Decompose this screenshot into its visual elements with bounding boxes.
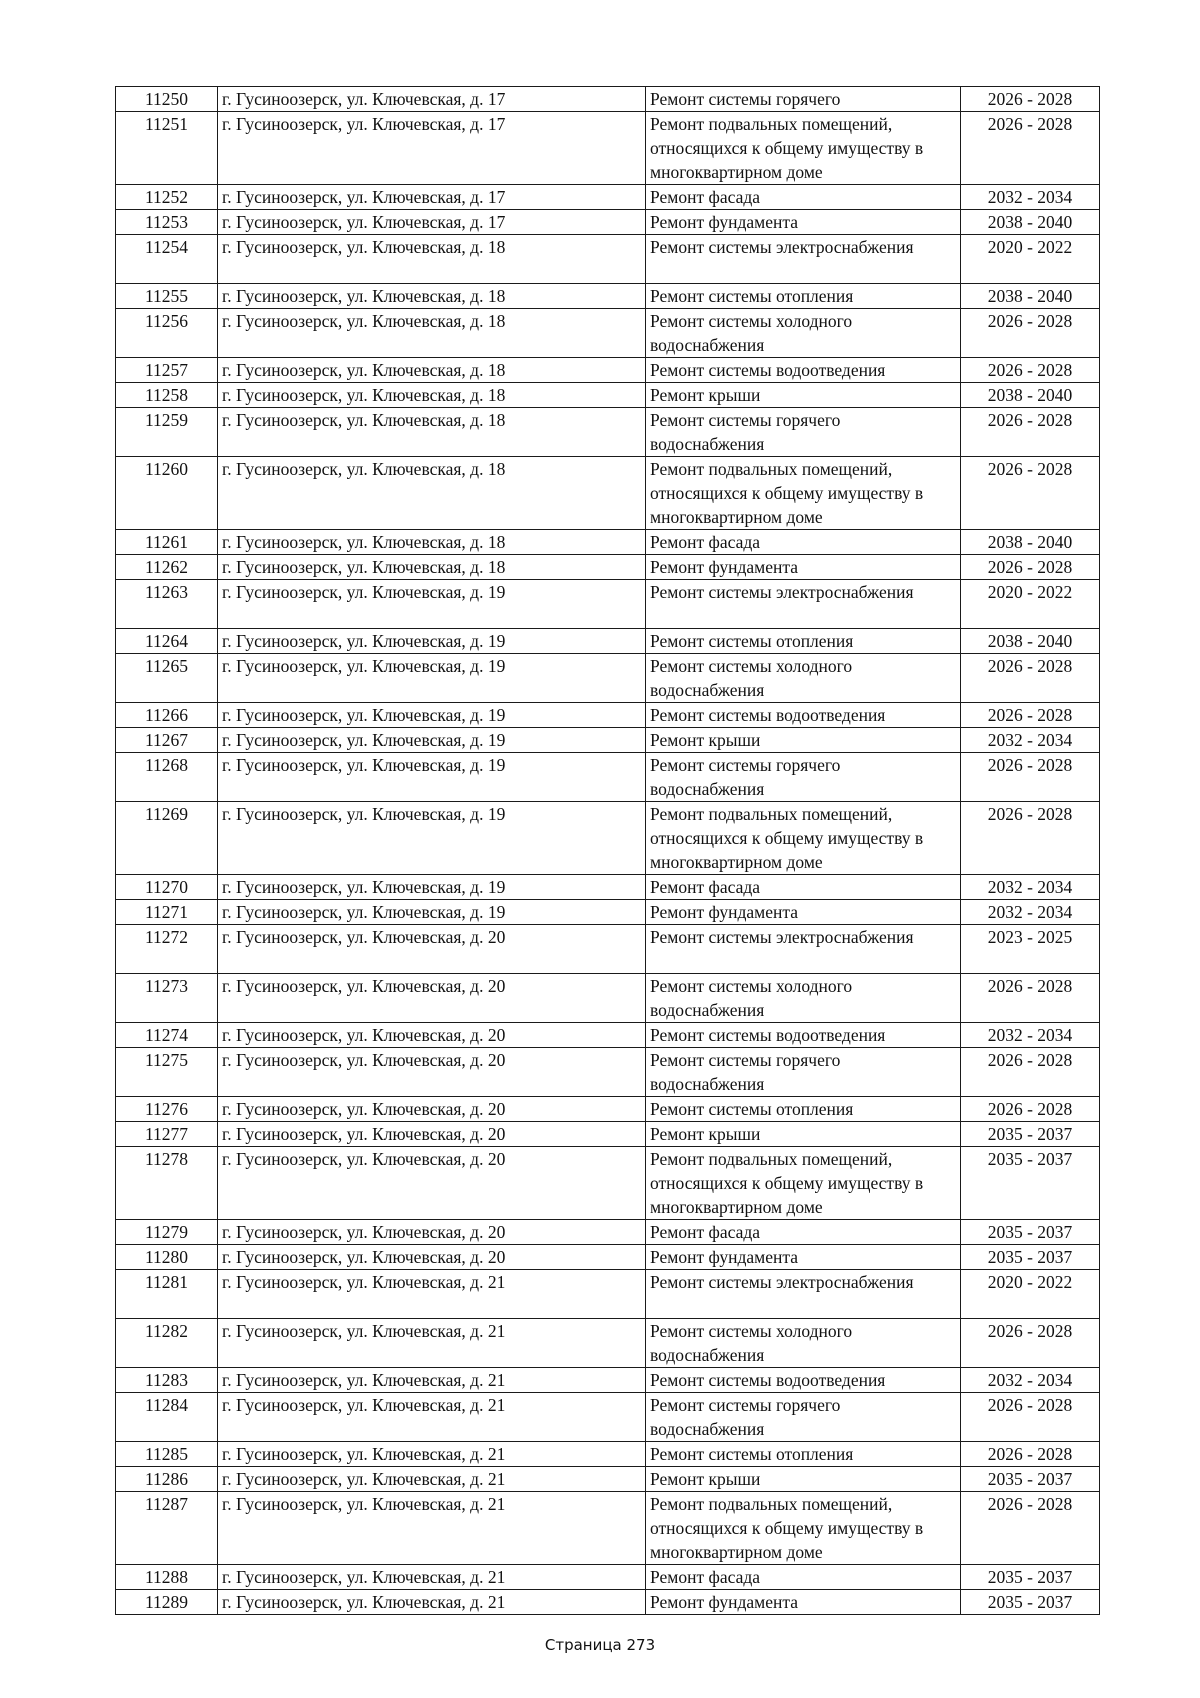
row-work-type: Ремонт системы электроснабжения <box>646 1270 961 1319</box>
row-work-type: Ремонт фасада <box>646 185 961 210</box>
row-number: 11254 <box>116 235 218 284</box>
table-row <box>116 284 1100 309</box>
row-address: г. Гусиноозерск, ул. Ключевская, д. 21 <box>218 1270 646 1319</box>
row-period: 2026 - 2028 <box>961 555 1100 580</box>
row-period: 2038 - 2040 <box>961 210 1100 235</box>
table-row <box>116 1122 1100 1147</box>
table-row <box>116 802 1100 875</box>
row-address: г. Гусиноозерск, ул. Ключевская, д. 21 <box>218 1319 646 1368</box>
row-address: г. Гусиноозерск, ул. Ключевская, д. 20 <box>218 1097 646 1122</box>
row-number: 11259 <box>116 408 218 457</box>
row-work-type: Ремонт системы холодного водоснабжения <box>646 1319 961 1368</box>
row-address: г. Гусиноозерск, ул. Ключевская, д. 19 <box>218 654 646 703</box>
row-number: 11263 <box>116 580 218 629</box>
row-period: 2035 - 2037 <box>961 1565 1100 1590</box>
row-work-type: Ремонт системы водоотведения <box>646 358 961 383</box>
row-work-type: Ремонт системы холодного водоснабжения <box>646 974 961 1023</box>
row-period: 2026 - 2028 <box>961 457 1100 530</box>
row-number: 11258 <box>116 383 218 408</box>
row-number: 11286 <box>116 1467 218 1492</box>
table-row <box>116 112 1100 185</box>
row-work-type: Ремонт подвальных помещений, относящихся к общему имуществу в многоквартирном доме <box>646 1492 961 1565</box>
row-address: г. Гусиноозерск, ул. Ключевская, д. 19 <box>218 580 646 629</box>
row-work-type: Ремонт фасада <box>646 1565 961 1590</box>
table-row <box>116 1492 1100 1565</box>
row-address: г. Гусиноозерск, ул. Ключевская, д. 21 <box>218 1565 646 1590</box>
table-row <box>116 408 1100 457</box>
row-address: г. Гусиноозерск, ул. Ключевская, д. 19 <box>218 728 646 753</box>
row-work-type: Ремонт подвальных помещений, относящихся к общему имуществу в многоквартирном доме <box>646 802 961 875</box>
row-period: 2035 - 2037 <box>961 1122 1100 1147</box>
row-period: 2020 - 2022 <box>961 580 1100 629</box>
row-period: 2035 - 2037 <box>961 1147 1100 1220</box>
row-period: 2026 - 2028 <box>961 87 1100 112</box>
table-row <box>116 1590 1100 1615</box>
row-address: г. Гусиноозерск, ул. Ключевская, д. 21 <box>218 1492 646 1565</box>
row-address: г. Гусиноозерск, ул. Ключевская, д. 19 <box>218 753 646 802</box>
row-number: 11252 <box>116 185 218 210</box>
row-work-type: Ремонт системы горячего <box>646 87 961 112</box>
row-number: 11279 <box>116 1220 218 1245</box>
row-address: г. Гусиноозерск, ул. Ключевская, д. 20 <box>218 925 646 974</box>
table-row <box>116 753 1100 802</box>
repair-schedule-table <box>115 86 1100 1615</box>
row-number: 11283 <box>116 1368 218 1393</box>
table-row <box>116 530 1100 555</box>
row-number: 11282 <box>116 1319 218 1368</box>
row-number: 11271 <box>116 900 218 925</box>
row-work-type: Ремонт крыши <box>646 728 961 753</box>
table-row <box>116 309 1100 358</box>
table-row <box>116 703 1100 728</box>
row-number: 11255 <box>116 284 218 309</box>
table-row <box>116 185 1100 210</box>
row-address: г. Гусиноозерск, ул. Ключевская, д. 20 <box>218 1147 646 1220</box>
row-work-type: Ремонт системы отопления <box>646 284 961 309</box>
row-period: 2032 - 2034 <box>961 875 1100 900</box>
row-work-type: Ремонт фундамента <box>646 555 961 580</box>
row-work-type: Ремонт системы отопления <box>646 1097 961 1122</box>
row-number: 11278 <box>116 1147 218 1220</box>
row-number: 11277 <box>116 1122 218 1147</box>
row-address: г. Гусиноозерск, ул. Ключевская, д. 20 <box>218 1220 646 1245</box>
table-row <box>116 1220 1100 1245</box>
row-work-type: Ремонт крыши <box>646 1467 961 1492</box>
row-number: 11269 <box>116 802 218 875</box>
table-row <box>116 358 1100 383</box>
table-row <box>116 1442 1100 1467</box>
row-address: г. Гусиноозерск, ул. Ключевская, д. 18 <box>218 457 646 530</box>
row-period: 2026 - 2028 <box>961 1393 1100 1442</box>
row-address: г. Гусиноозерск, ул. Ключевская, д. 18 <box>218 358 646 383</box>
table-row <box>116 1023 1100 1048</box>
row-work-type: Ремонт системы горячего водоснабжения <box>646 753 961 802</box>
row-work-type: Ремонт системы водоотведения <box>646 703 961 728</box>
row-address: г. Гусиноозерск, ул. Ключевская, д. 18 <box>218 309 646 358</box>
row-address: г. Гусиноозерск, ул. Ключевская, д. 18 <box>218 555 646 580</box>
row-period: 2026 - 2028 <box>961 703 1100 728</box>
row-work-type: Ремонт системы водоотведения <box>646 1368 961 1393</box>
row-work-type: Ремонт подвальных помещений, относящихся к общему имуществу в многоквартирном доме <box>646 457 961 530</box>
row-address: г. Гусиноозерск, ул. Ключевская, д. 21 <box>218 1590 646 1615</box>
row-period: 2038 - 2040 <box>961 629 1100 654</box>
row-number: 11250 <box>116 87 218 112</box>
row-period: 2026 - 2028 <box>961 1442 1100 1467</box>
row-period: 2020 - 2022 <box>961 235 1100 284</box>
row-number: 11274 <box>116 1023 218 1048</box>
row-work-type: Ремонт фундамента <box>646 1245 961 1270</box>
row-period: 2035 - 2037 <box>961 1220 1100 1245</box>
row-address: г. Гусиноозерск, ул. Ключевская, д. 17 <box>218 112 646 185</box>
row-address: г. Гусиноозерск, ул. Ключевская, д. 21 <box>218 1368 646 1393</box>
row-number: 11262 <box>116 555 218 580</box>
row-period: 2038 - 2040 <box>961 530 1100 555</box>
table-row <box>116 1368 1100 1393</box>
row-number: 11267 <box>116 728 218 753</box>
row-address: г. Гусиноозерск, ул. Ключевская, д. 20 <box>218 1048 646 1097</box>
row-number: 11284 <box>116 1393 218 1442</box>
table-row <box>116 654 1100 703</box>
row-address: г. Гусиноозерск, ул. Ключевская, д. 21 <box>218 1467 646 1492</box>
table-row <box>116 1319 1100 1368</box>
table-row <box>116 728 1100 753</box>
table-row <box>116 925 1100 974</box>
row-number: 11285 <box>116 1442 218 1467</box>
row-period: 2026 - 2028 <box>961 1492 1100 1565</box>
table-row <box>116 580 1100 629</box>
table-row <box>116 1467 1100 1492</box>
row-period: 2026 - 2028 <box>961 408 1100 457</box>
table-row <box>116 87 1100 112</box>
row-address: г. Гусиноозерск, ул. Ключевская, д. 19 <box>218 629 646 654</box>
row-address: г. Гусиноозерск, ул. Ключевская, д. 19 <box>218 900 646 925</box>
row-address: г. Гусиноозерск, ул. Ключевская, д. 20 <box>218 1023 646 1048</box>
row-number: 11260 <box>116 457 218 530</box>
table-row <box>116 210 1100 235</box>
row-work-type: Ремонт системы горячего водоснабжения <box>646 408 961 457</box>
row-address: г. Гусиноозерск, ул. Ключевская, д. 17 <box>218 210 646 235</box>
row-work-type: Ремонт крыши <box>646 383 961 408</box>
row-period: 2032 - 2034 <box>961 1023 1100 1048</box>
row-period: 2026 - 2028 <box>961 112 1100 185</box>
row-period: 2026 - 2028 <box>961 654 1100 703</box>
table-row <box>116 1270 1100 1319</box>
row-work-type: Ремонт системы горячего водоснабжения <box>646 1048 961 1097</box>
row-number: 11253 <box>116 210 218 235</box>
row-work-type: Ремонт системы отопления <box>646 629 961 654</box>
row-work-type: Ремонт системы горячего водоснабжения <box>646 1393 961 1442</box>
row-address: г. Гусиноозерск, ул. Ключевская, д. 20 <box>218 1122 646 1147</box>
table-row <box>116 457 1100 530</box>
row-number: 11276 <box>116 1097 218 1122</box>
row-period: 2026 - 2028 <box>961 358 1100 383</box>
row-number: 11264 <box>116 629 218 654</box>
row-number: 11273 <box>116 974 218 1023</box>
row-period: 2026 - 2028 <box>961 974 1100 1023</box>
row-number: 11266 <box>116 703 218 728</box>
row-number: 11270 <box>116 875 218 900</box>
table-row <box>116 900 1100 925</box>
row-work-type: Ремонт подвальных помещений, относящихся к общему имуществу в многоквартирном доме <box>646 1147 961 1220</box>
row-number: 11281 <box>116 1270 218 1319</box>
row-number: 11287 <box>116 1492 218 1565</box>
row-address: г. Гусиноозерск, ул. Ключевская, д. 18 <box>218 408 646 457</box>
table-row <box>116 974 1100 1023</box>
row-period: 2035 - 2037 <box>961 1245 1100 1270</box>
row-period: 2026 - 2028 <box>961 1319 1100 1368</box>
row-period: 2035 - 2037 <box>961 1590 1100 1615</box>
row-period: 2026 - 2028 <box>961 753 1100 802</box>
row-address: г. Гусиноозерск, ул. Ключевская, д. 17 <box>218 87 646 112</box>
row-work-type: Ремонт фасада <box>646 875 961 900</box>
row-work-type: Ремонт фасада <box>646 1220 961 1245</box>
row-address: г. Гусиноозерск, ул. Ключевская, д. 21 <box>218 1393 646 1442</box>
row-period: 2032 - 2034 <box>961 900 1100 925</box>
row-period: 2032 - 2034 <box>961 728 1100 753</box>
row-work-type: Ремонт системы электроснабжения <box>646 235 961 284</box>
table-row <box>116 1048 1100 1097</box>
row-period: 2032 - 2034 <box>961 1368 1100 1393</box>
row-address: г. Гусиноозерск, ул. Ключевская, д. 21 <box>218 1442 646 1467</box>
row-work-type: Ремонт фасада <box>646 530 961 555</box>
row-address: г. Гусиноозерск, ул. Ключевская, д. 17 <box>218 185 646 210</box>
row-number: 11256 <box>116 309 218 358</box>
row-period: 2026 - 2028 <box>961 1097 1100 1122</box>
row-work-type: Ремонт фундамента <box>646 210 961 235</box>
row-work-type: Ремонт системы электроснабжения <box>646 580 961 629</box>
row-work-type: Ремонт системы холодного водоснабжения <box>646 654 961 703</box>
row-period: 2023 - 2025 <box>961 925 1100 974</box>
table-row <box>116 1245 1100 1270</box>
row-work-type: Ремонт системы водоотведения <box>646 1023 961 1048</box>
table-row <box>116 555 1100 580</box>
row-address: г. Гусиноозерск, ул. Ключевская, д. 20 <box>218 1245 646 1270</box>
row-address: г. Гусиноозерск, ул. Ключевская, д. 20 <box>218 974 646 1023</box>
row-period: 2032 - 2034 <box>961 185 1100 210</box>
row-work-type: Ремонт подвальных помещений, относящихся к общему имуществу в многоквартирном доме <box>646 112 961 185</box>
row-number: 11261 <box>116 530 218 555</box>
row-work-type: Ремонт фундамента <box>646 1590 961 1615</box>
table-body <box>116 87 1100 1615</box>
row-period: 2026 - 2028 <box>961 309 1100 358</box>
row-number: 11288 <box>116 1565 218 1590</box>
row-number: 11251 <box>116 112 218 185</box>
row-address: г. Гусиноозерск, ул. Ключевская, д. 19 <box>218 802 646 875</box>
table-row <box>116 629 1100 654</box>
row-work-type: Ремонт системы отопления <box>646 1442 961 1467</box>
table-row <box>116 1565 1100 1590</box>
row-number: 11257 <box>116 358 218 383</box>
row-period: 2026 - 2028 <box>961 802 1100 875</box>
page-number: Страница 273 <box>544 1636 656 1654</box>
row-address: г. Гусиноозерск, ул. Ключевская, д. 18 <box>218 530 646 555</box>
row-work-type: Ремонт системы холодного водоснабжения <box>646 309 961 358</box>
row-address: г. Гусиноозерск, ул. Ключевская, д. 19 <box>218 703 646 728</box>
table-row <box>116 235 1100 284</box>
row-number: 11275 <box>116 1048 218 1097</box>
table-row <box>116 1147 1100 1220</box>
row-number: 11272 <box>116 925 218 974</box>
row-period: 2026 - 2028 <box>961 1048 1100 1097</box>
row-number: 11265 <box>116 654 218 703</box>
row-period: 2035 - 2037 <box>961 1467 1100 1492</box>
row-period: 2038 - 2040 <box>961 383 1100 408</box>
table-row <box>116 1097 1100 1122</box>
row-period: 2038 - 2040 <box>961 284 1100 309</box>
row-address: г. Гусиноозерск, ул. Ключевская, д. 19 <box>218 875 646 900</box>
row-work-type: Ремонт фундамента <box>646 900 961 925</box>
row-number: 11268 <box>116 753 218 802</box>
row-work-type: Ремонт крыши <box>646 1122 961 1147</box>
table-row <box>116 875 1100 900</box>
table-row <box>116 383 1100 408</box>
row-number: 11280 <box>116 1245 218 1270</box>
row-address: г. Гусиноозерск, ул. Ключевская, д. 18 <box>218 284 646 309</box>
row-work-type: Ремонт системы электроснабжения <box>646 925 961 974</box>
table-row <box>116 1393 1100 1442</box>
row-period: 2020 - 2022 <box>961 1270 1100 1319</box>
row-address: г. Гусиноозерск, ул. Ключевская, д. 18 <box>218 235 646 284</box>
row-address: г. Гусиноозерск, ул. Ключевская, д. 18 <box>218 383 646 408</box>
row-number: 11289 <box>116 1590 218 1615</box>
